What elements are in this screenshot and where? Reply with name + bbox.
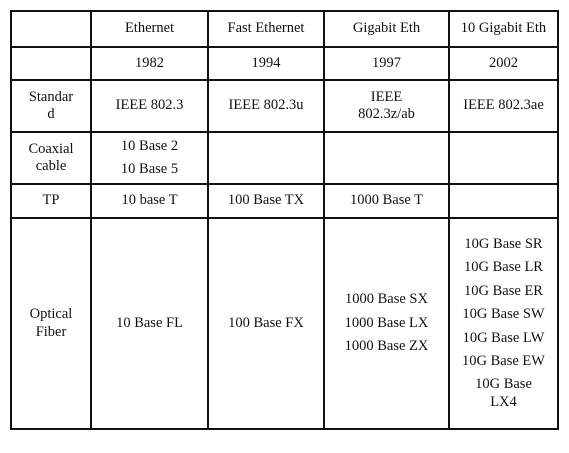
tp-label: TP bbox=[11, 184, 91, 218]
header-gigabit: Gigabit Eth bbox=[324, 11, 449, 47]
coaxial-label-line2: cable bbox=[35, 158, 67, 174]
tp-ten-gigabit-empty bbox=[449, 184, 558, 218]
fiber-ten-gigabit-item: 10G Base ER bbox=[464, 282, 543, 299]
standard-label-line2: d bbox=[47, 106, 55, 122]
fiber-ten-gigabit-line2: LX4 bbox=[490, 393, 517, 410]
year-label-cell bbox=[11, 47, 91, 80]
standard-gigabit-cell bbox=[324, 80, 449, 132]
fiber-ten-gigabit-cell bbox=[449, 218, 558, 429]
standard-gigabit-line1: IEEE bbox=[370, 88, 403, 105]
fiber-label-cell bbox=[11, 218, 91, 429]
ethernet-standards-table bbox=[10, 10, 559, 430]
fiber-ten-gigabit-item: 10G Base LR bbox=[464, 259, 543, 276]
coaxial-ethernet-item: 10 Base 5 bbox=[120, 160, 179, 177]
coaxial-label-line1: Coaxial bbox=[28, 140, 74, 157]
fiber-ten-gigabit-item: 10G Base LW bbox=[462, 329, 545, 346]
fiber-ten-gigabit-item: 10G Base EW bbox=[462, 352, 545, 369]
fiber-ten-gigabit-line1: 10G Base bbox=[475, 376, 532, 393]
table-row-optical-fiber bbox=[11, 218, 558, 429]
table-row-standard bbox=[11, 80, 558, 132]
coaxial-ethernet-item: 10 Base 2 bbox=[120, 138, 179, 155]
corner-cell bbox=[11, 11, 91, 47]
fiber-gigabit-item: 1000 Base SX bbox=[345, 291, 428, 308]
fiber-ethernet: 10 Base FL bbox=[91, 218, 208, 429]
header-fast-ethernet: Fast Ethernet bbox=[208, 11, 324, 47]
standard-ethernet: IEEE 802.3 bbox=[91, 80, 208, 132]
standard-gigabit-line2: 802.3z/ab bbox=[358, 106, 415, 122]
fiber-ten-gigabit-item: 10G Base SW bbox=[462, 306, 545, 323]
coaxial-label-cell bbox=[11, 132, 91, 184]
fiber-gigabit-item: 1000 Base ZX bbox=[344, 338, 429, 355]
header-ten-gigabit: 10 Gigabit Eth bbox=[449, 11, 558, 47]
tp-fast-ethernet: 100 Base TX bbox=[208, 184, 324, 218]
coaxial-fast-ethernet-empty bbox=[208, 132, 324, 184]
fiber-ten-gigabit-last bbox=[475, 376, 532, 411]
table-row-header bbox=[11, 11, 558, 47]
standard-ten-gigabit: IEEE 802.3ae bbox=[449, 80, 558, 132]
fiber-label-line2: Fiber bbox=[35, 323, 67, 340]
standard-fast-ethernet: IEEE 802.3u bbox=[208, 80, 324, 132]
table-row-year bbox=[11, 47, 558, 80]
fiber-gigabit-item: 1000 Base LX bbox=[344, 314, 429, 331]
fiber-label-line1: Optical bbox=[29, 306, 73, 323]
table-row-tp bbox=[11, 184, 558, 218]
tp-ethernet: 10 base T bbox=[91, 184, 208, 218]
fiber-ten-gigabit-item: 10G Base SR bbox=[464, 235, 543, 252]
year-ethernet: 1982 bbox=[91, 47, 208, 80]
coaxial-ethernet-cell bbox=[91, 132, 208, 184]
year-gigabit: 1997 bbox=[324, 47, 449, 80]
table-row-coaxial bbox=[11, 132, 558, 184]
coaxial-gigabit-empty bbox=[324, 132, 449, 184]
fiber-fast-ethernet: 100 Base FX bbox=[208, 218, 324, 429]
fiber-gigabit-cell bbox=[324, 218, 449, 429]
header-ethernet: Ethernet bbox=[91, 11, 208, 47]
year-ten-gigabit: 2002 bbox=[449, 47, 558, 80]
standard-label-cell bbox=[11, 80, 91, 132]
year-fast-ethernet: 1994 bbox=[208, 47, 324, 80]
standard-label-line1: Standar bbox=[28, 88, 74, 105]
tp-gigabit: 1000 Base T bbox=[324, 184, 449, 218]
coaxial-ten-gigabit-empty bbox=[449, 132, 558, 184]
